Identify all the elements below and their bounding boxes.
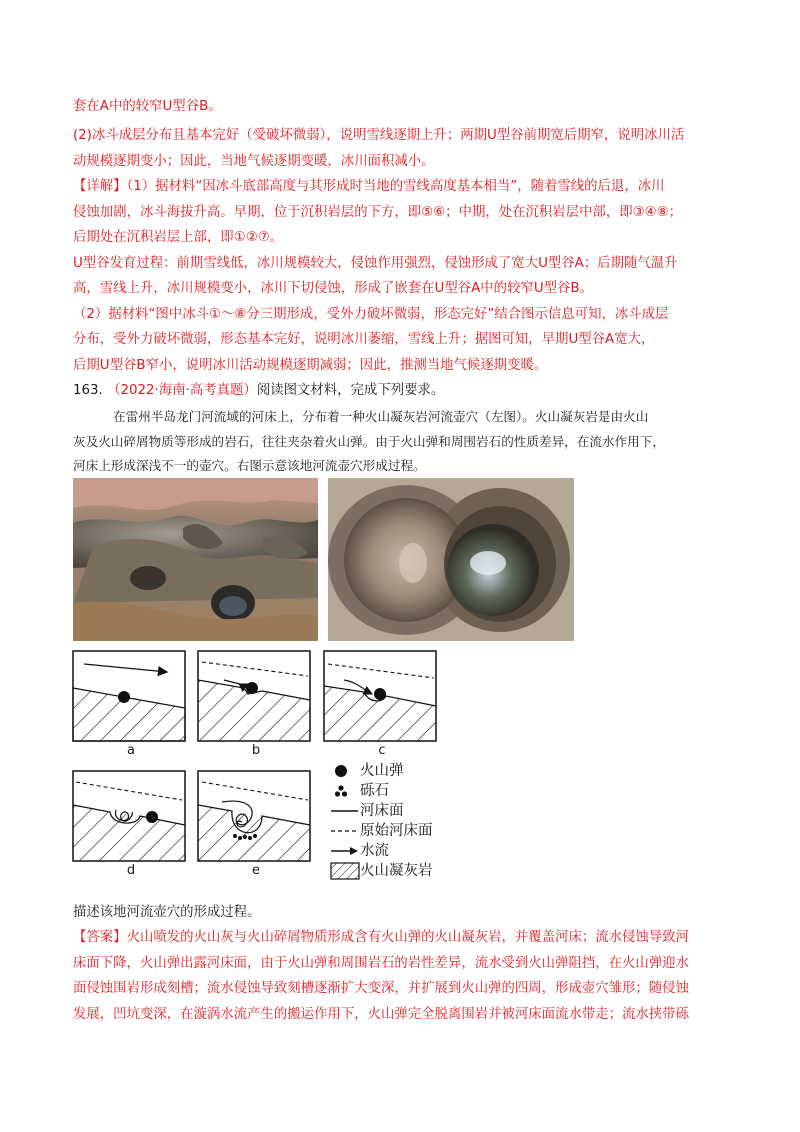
detail-line: （2）据材料“图中冰斗①～⑧分三期形成，受外力破坏微弱，形态完好”结合图示信息可知，冰斗成层: [73, 307, 669, 322]
stage-c-panel: [324, 651, 436, 741]
hatched-box-icon: [330, 861, 360, 881]
legend-label: 砾石: [360, 783, 389, 799]
detail-line: U型谷发育过程：前期雪线低，冰川规模较大，侵蚀作用强烈，侵蚀形成了宽大U型谷A；后期随气温升: [73, 256, 678, 271]
answer-line: 床面下降，火山弹出露河床面，由于火山弹和周围岩石的岩性差异，流水受到火山弹阻挡，在火山弹迎水: [73, 956, 689, 971]
material-line: 在雷州半岛龙门河流域的河床上，分布着一种火山凝灰岩河流壶穴（左图）。火山凝灰岩是由火山: [113, 409, 649, 424]
answer-text: 火山喷发的火山灰与火山碎屑物质形成含有火山弹的火山凝灰岩，并覆盖河床；流水侵蚀导致河: [126, 930, 689, 945]
gravel-icon: [330, 781, 360, 801]
question-header: [73, 381, 444, 401]
detail-line-1: [73, 177, 665, 197]
dashed-line-icon: [330, 821, 360, 841]
riverbed-line-icon: [330, 801, 360, 821]
detail-line: 后期处在沉积岩层上部，即①②⑦。: [73, 230, 284, 245]
stage-d-panel: [73, 771, 185, 861]
detail-text: （1）据材料“因冰斗底部高度与其形成时当地的雪线高度基本相当”，随着雪线的后退，冰川: [126, 179, 665, 194]
legend-label: 河床面: [360, 803, 404, 819]
answer-line-1: [73, 928, 689, 948]
stage-label-a: a: [127, 743, 135, 758]
legend-label: 火山弹: [360, 763, 404, 779]
material-line: 河床上形成深浅不一的壶穴。右图示意该地河流壶穴形成过程。: [73, 458, 426, 473]
question-task: 描述该地河流壶穴的形成过程。: [73, 905, 261, 920]
flow-arrow-icon: [330, 841, 360, 861]
stage-label-e: e: [252, 863, 260, 878]
detail-line: 高，雪线上升，冰川规模变小，冰川下切侵蚀，形成了嵌套在U型谷A中的较窄U型谷B。: [73, 281, 594, 296]
answer-line: 动规模逐期变小；因此，当地气候逐期变暖，冰川面积减小。: [73, 154, 435, 169]
answer-line: 发展，凹坑变深，在漩涡水流产生的搬运作用下，火山弹完全脱离围岩并被河床面流水带走；流水挟带砾: [73, 1007, 689, 1022]
answer-line: 套在A中的较窄U型谷B。: [73, 99, 222, 114]
stage-label-d: d: [126, 863, 136, 878]
pothole-field-photo: [73, 478, 318, 641]
stage-e-panel: [198, 771, 310, 861]
answer-line: (2)冰斗成层分布且基本完好（受破坏微弱），说明雪线逐期上升；两期U型谷前期宽后期窄，说明冰川活: [73, 128, 685, 143]
legend-label: 水流: [360, 843, 389, 859]
answer-label: 【答案】: [73, 930, 127, 945]
stage-label-c: c: [378, 743, 386, 758]
detail-line: 分布，受外力破坏微弱，形态基本完好，说明冰川萎缩，雪线上升；据图可知，早期U型谷A宽大，: [73, 332, 655, 347]
question-number: 163.: [73, 383, 103, 398]
detail-label: 【详解】: [73, 179, 127, 194]
question-prompt: 阅读图文材料，完成下列要求。: [256, 383, 445, 398]
material-line: 灰及火山碎屑物质等形成的岩石，往往夹杂着火山弹。由于火山弹和周围岩石的性质差异，在流水作用下，: [73, 434, 665, 449]
question-source: （2022·海南·高考真题）: [107, 383, 257, 398]
legend-label: 原始河床面: [360, 823, 433, 839]
answer-line: 面侵蚀围岩形成刻槽；流水侵蚀导致刻槽逐渐扩大变深，并扩展到火山弹的四周，形成壶穴雏形；随侵蚀: [73, 981, 689, 996]
detail-line: 后期U型谷B窄小，说明冰川活动规模逐期减弱；因此，推测当地气候逐期变暖。: [73, 358, 548, 373]
detail-line: 侵蚀加剧，冰斗海拔升高。早期，位于沉积岩层的下方，即⑤⑥；中期，处在沉积岩层中部，即③④⑧；: [73, 205, 683, 220]
double-pothole-photo: [328, 478, 574, 641]
stage-label-b: b: [251, 743, 261, 758]
stage-a-panel: [73, 651, 185, 741]
legend-label: 火山凝灰岩: [360, 863, 433, 879]
volcanic-bomb-icon: [330, 761, 360, 781]
stage-b-panel: [198, 651, 310, 741]
